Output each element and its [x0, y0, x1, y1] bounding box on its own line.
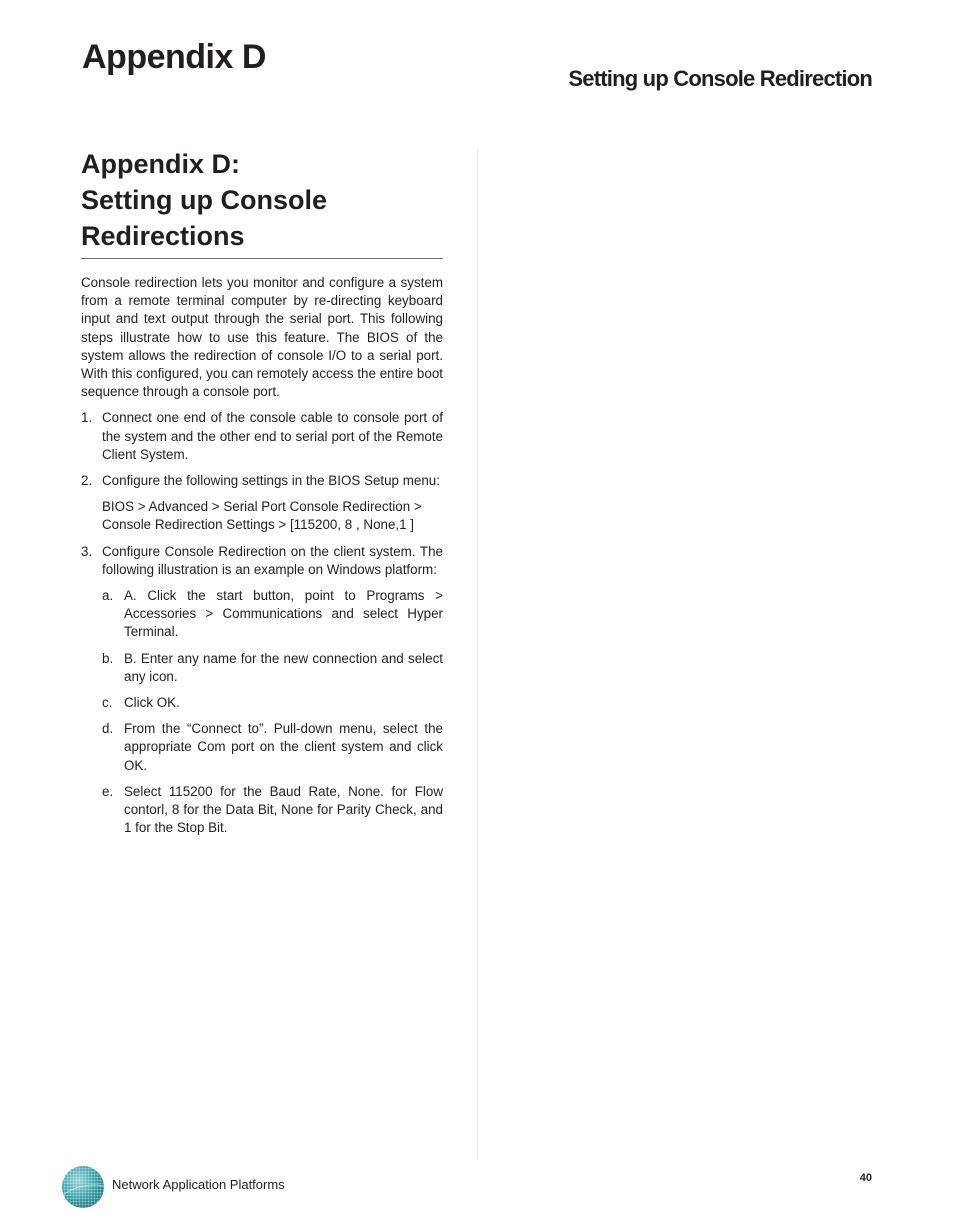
chapter-title-line-2: Setting up Console [81, 185, 327, 215]
bios-path: BIOS > Advanced > Serial Port Console Redirection > Console Redirection Settings > [115200, 8 , None,1 ] [102, 499, 422, 533]
substep-item [102, 694, 443, 712]
step-number: 3. [81, 543, 93, 559]
step-number: 1. [81, 410, 93, 426]
step-text: Connect one end of the console cable to console port of the system and the other end to serial port of the Remote Client System. [102, 410, 443, 462]
footer-company: Network Application Platforms [112, 1177, 285, 1192]
left-column [81, 146, 443, 845]
section-header: Setting up Console Redirection [568, 66, 872, 91]
chapter-title [81, 146, 443, 259]
substep-text: From the “Connect to”. Pull-down menu, select the appropriate Com port on the client system and click OK. [124, 721, 443, 773]
page-number: 40 [859, 1172, 872, 1184]
substep-text: B. Enter any name for the new connection and select any icon. [124, 650, 443, 684]
substep-text: Click OK. [124, 695, 180, 711]
column-divider [477, 150, 478, 1160]
step-text: Configure Console Redirection on the client system. The following illustration is an example on Windows platform: [102, 543, 443, 577]
chapter-title-line-1: Appendix D: [81, 149, 240, 179]
substep-item [102, 783, 443, 838]
substeps-list [102, 587, 443, 837]
appendix-label: Appendix D [82, 38, 266, 76]
substep-letter: a. [102, 588, 114, 604]
substep-letter: c. [102, 695, 113, 711]
substep-letter: b. [102, 650, 114, 666]
substep-text: A. Click the start button, point to Programs > Accessories > Communications and select Hyper Terminal. [124, 588, 443, 640]
step-item [81, 472, 443, 535]
step-text: Configure the following settings in the BIOS Setup menu: [102, 473, 440, 489]
chapter-title-line-3: Redirections [81, 221, 245, 251]
step-number: 2. [81, 473, 93, 489]
steps-list [81, 409, 443, 837]
step-item [81, 409, 443, 464]
substep-letter: d. [102, 721, 114, 737]
step-item [81, 543, 443, 838]
substep-item [102, 587, 443, 642]
substep-text: Select 115200 for the Baud Rate, None. for Flow contorl, 8 for the Data Bit, None for Parity Check, and 1 for the Stop Bit. [124, 783, 443, 836]
intro-paragraph: Console redirection lets you monitor and configure a system from a remote terminal computer by re-directing keyboard input and text output through the serial port. This following steps illustrate how to use this feature. The BIOS of the system allows the redirection of console I/O to a serial port. With this configured, you can remotely access the entire boot sequence through a console port. [81, 275, 443, 400]
substep-letter: e. [102, 783, 114, 799]
substep-item [102, 650, 443, 686]
globe-logo-icon [60, 1164, 106, 1210]
substep-item [102, 720, 443, 775]
